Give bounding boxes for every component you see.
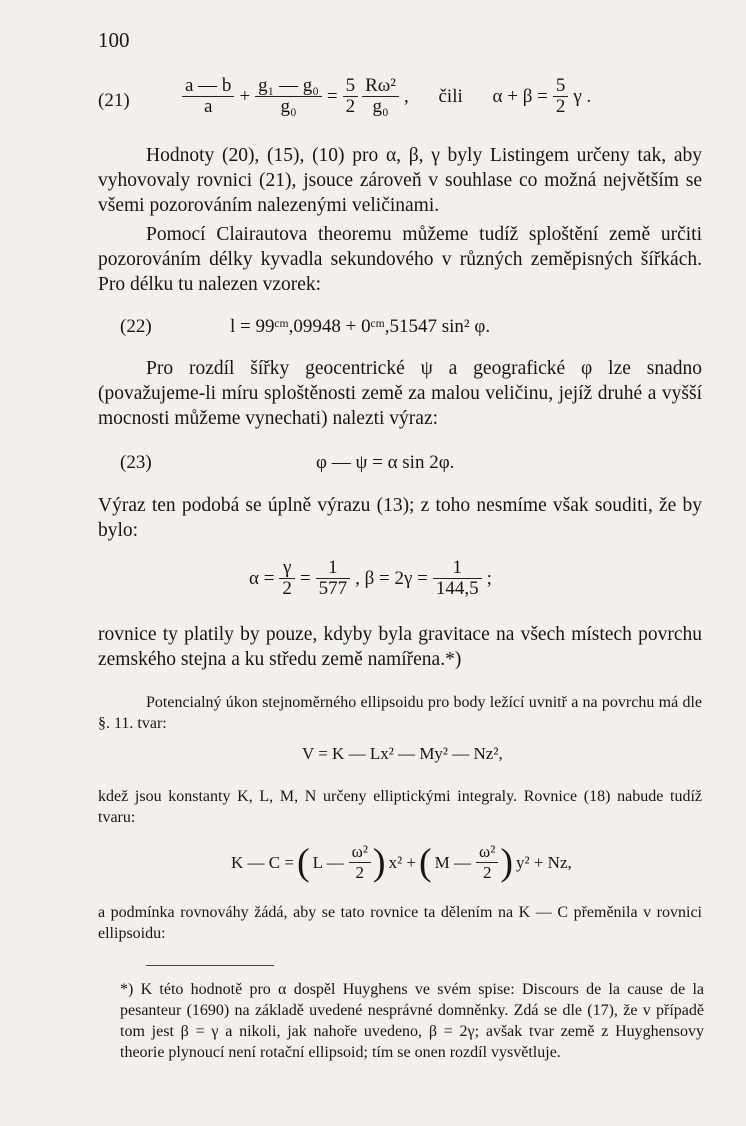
equation-22 [120,316,700,342]
paragraph-rozdil: Pro rozdíl šířky geocentrické ψ a geografické φ lze snadno (považujeme-li míru sploštěnosti země za malou veličinu, jejíž druhé a vyšší mocnosti můžeme vynechati) nalezti výraz: [98,358,702,429]
fraction: $\frac{1}{577}$ [316,558,351,599]
conjunction: čili [438,85,463,107]
equation-21: (21) $\frac{a — b}{a}$ + $\frac{\text{g₁ — g₀}}{\text{g₀}}$ = $\frac{5}{2}$ $\frac{\text{Rω²}}{\text{g₀}}$ , čili α + β = $\frac{5}{2}$ γ . [98,75,592,117]
equation-V: V = K — Lx² — My² — Nz², [302,744,503,763]
equation-K-C: K — C =( L — $\frac{\text{ω²}}{2}$ ) x² +( M — $\frac{\text{ω²}}{2}$ ) y² + Nz, [231,841,572,884]
paragraph-clairaut: Pomocí Clairautova theoremu můžeme tudíž sploštění země určiti pozorováním délky kyvadla sekundového v různých zeměpisných šířkách. Pro délku tu nalezen vzorek: [98,224,702,295]
fraction: $\frac{5}{2}$ [553,76,569,117]
equation-alpha-beta: α = $\frac{\gamma}{2}$ = $\frac{1}{577}$ , β = 2γ = $\frac{1}{144,5}$ ; [249,557,492,599]
fraction: $\frac{1}{144,5}$ [433,558,482,599]
paragraph-kdez: kdež jsou konstanty K, L, M, N určeny elliptickými integraly. Rovnice (18) nabude tudíž tvaru: [98,788,702,826]
footnote: *) K této hodnotě pro α dospěl Huyghens ve svém spise: Discours de la cause de la pesanteur (1690) na základě uvedené nesprávné domněnky. Zdá se dle (17), že v případě tom jest β = γ a nikoli, jak nahoře uvedeno, β = 2γ; avšak tvar země z Huyghensovy theorie plynoucí není rotační ellipsoid; tím se onen rozdíl vysvětluje. [120,981,704,1061]
equation-label: (23) [120,452,152,473]
paragraph-podminka: a podmínka rovnováhy žádá, aby se tato rovnice ta dělením na K — C přeměnila v rovnici ellipsoidu: [98,904,702,942]
paragraph-hodnoty: Hodnoty (20), (15), (10) pro α, β, γ byly Listingem určeny tak, aby vyhovovaly rovnici (21), jsouce zároveň v souhlase co možná největším se všemi pozorováním nalezenými veličinami. [98,145,702,216]
fraction: $\frac{\text{g₁ — g₀}}{\text{g₀}}$ [255,76,322,117]
fraction: $\frac{\text{Rω²}}{\text{g₀}}$ [362,76,399,117]
footnote-divider [146,965,274,966]
page-number: 100 [98,28,130,52]
equation-23 [120,452,700,478]
equation-body: l = 99ᶜᵐ,09948 + 0ᶜᵐ,51547 sin² φ. [230,316,491,337]
fraction: $\frac{\text{ω²}}{2}$ [476,842,498,883]
fraction: $\frac{5}{2}$ [343,76,359,117]
paragraph-rovnice: rovnice ty platily by pouze, kdyby byla gravitace na všech místech povrchu zemského stejna a ku středu země namířena.*) [98,624,702,670]
paragraph-potencialny: Potencialný úkon stejnoměrného ellipsoidu pro body ležící uvnitř a na povrchu má dle §. 11. tvar: [98,694,702,732]
equation-body: φ — ψ = α sin 2φ. [316,452,455,473]
equation-label: (21) [98,90,130,111]
paragraph-vyraz: Výraz ten podobá se úplně výrazu (13); z toho nesmíme však souditi, že by bylo: [98,495,702,541]
fraction: $\frac{a — b}{a}$ [182,76,234,117]
fraction: $\frac{\gamma}{2}$ [279,558,295,599]
equation-label: (22) [120,316,152,337]
fraction: $\frac{\text{ω²}}{2}$ [349,842,371,883]
